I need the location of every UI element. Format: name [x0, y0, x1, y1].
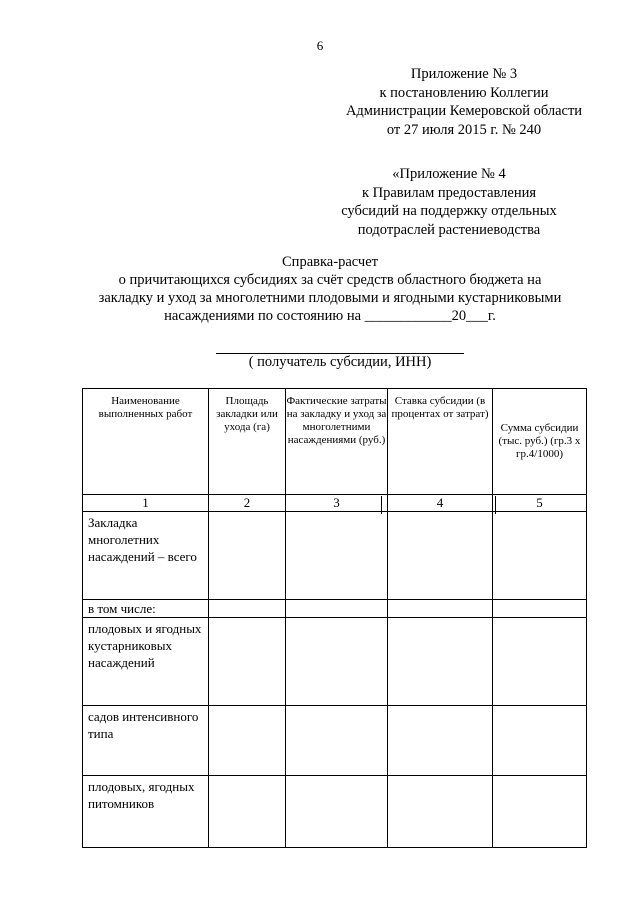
appendix-4-line: к Правилам предоставления	[361, 184, 537, 201]
document-title	[40, 253, 620, 325]
subsidy-table	[82, 388, 587, 848]
row-label: плодовых и ягодных кустарниковых насаждений	[83, 618, 209, 706]
amount-cell[interactable]	[493, 512, 587, 600]
amount-cell[interactable]	[493, 776, 587, 848]
column-number: 2	[209, 495, 286, 512]
column-number: 5	[493, 495, 587, 512]
row-label: плодовых, ягодных питомников	[83, 776, 209, 848]
rate-cell[interactable]	[388, 618, 493, 706]
rate-cell[interactable]	[388, 600, 493, 618]
header-cell-amount: Сумма субсидии (тыс. руб.) (гр.3 х гр.4/1000)	[493, 389, 587, 495]
header-cell-area: Площадь закладки или ухода (га)	[209, 389, 286, 495]
table-row	[83, 618, 587, 706]
rate-cell[interactable]	[388, 706, 493, 776]
title-heading: Справка-расчет	[282, 254, 378, 270]
column-number: 4	[388, 495, 493, 512]
appendix-4-line: «Приложение № 4	[392, 166, 506, 182]
table-row	[83, 600, 587, 618]
area-cell[interactable]	[209, 706, 286, 776]
header-cell-costs: Фактические затраты на закладку и уход за многолетними насаждениями (руб.)	[286, 389, 388, 495]
appendix-3-block	[338, 65, 590, 139]
title-line: закладку и уход за многолетними плодовыми и ягодными кустарниковыми	[98, 290, 562, 306]
column-number: 1	[83, 495, 209, 512]
page-number: 6	[316, 38, 324, 53]
appendix-3-line: Приложение № 3	[410, 66, 518, 82]
amount-cell[interactable]	[493, 600, 587, 618]
column-number-row	[83, 495, 587, 512]
appendix-4-block	[328, 165, 570, 239]
appendix-4-line: субсидий на поддержку отдельных	[341, 203, 557, 219]
table-row	[83, 776, 587, 848]
appendix-3-line: от 27 июля 2015 г. № 240	[386, 121, 542, 138]
costs-cell[interactable]	[286, 618, 388, 706]
recipient-label: ( получатель субсидии, ИНН)	[248, 354, 432, 370]
border-tick	[381, 496, 382, 514]
costs-cell[interactable]	[286, 512, 388, 600]
area-cell[interactable]	[209, 776, 286, 848]
border-tick	[495, 496, 496, 514]
area-cell[interactable]	[209, 512, 286, 600]
rate-cell[interactable]	[388, 776, 493, 848]
costs-cell[interactable]	[286, 600, 388, 618]
title-line: насаждениями по состоянию на ____________20___г.	[164, 308, 496, 324]
area-cell[interactable]	[209, 618, 286, 706]
appendix-3-line: к постановлению Коллегии	[379, 84, 549, 101]
appendix-4-line: подотраслей растениеводства	[357, 221, 541, 238]
appendix-3-line: Администрации Кемеровской области	[345, 103, 583, 119]
header-cell-rate: Ставка субсидии (в процентах от затрат)	[388, 389, 493, 495]
row-label: садов интенсивного типа	[83, 706, 209, 776]
row-label: Закладка многолетних насаждений – всего	[83, 512, 209, 600]
row-label: в том числе:	[83, 600, 209, 618]
rate-cell[interactable]	[388, 512, 493, 600]
table-row	[83, 512, 587, 600]
header-cell-works: Наименование выполненных работ	[83, 389, 209, 495]
costs-cell[interactable]	[286, 706, 388, 776]
column-number: 3	[286, 495, 388, 512]
table-row	[83, 706, 587, 776]
title-line: о причитающихся субсидиях за счёт средств областного бюджета на	[118, 272, 542, 288]
costs-cell[interactable]	[286, 776, 388, 848]
amount-cell[interactable]	[493, 618, 587, 706]
area-cell[interactable]	[209, 600, 286, 618]
table-header-row	[83, 389, 587, 495]
amount-cell[interactable]	[493, 706, 587, 776]
